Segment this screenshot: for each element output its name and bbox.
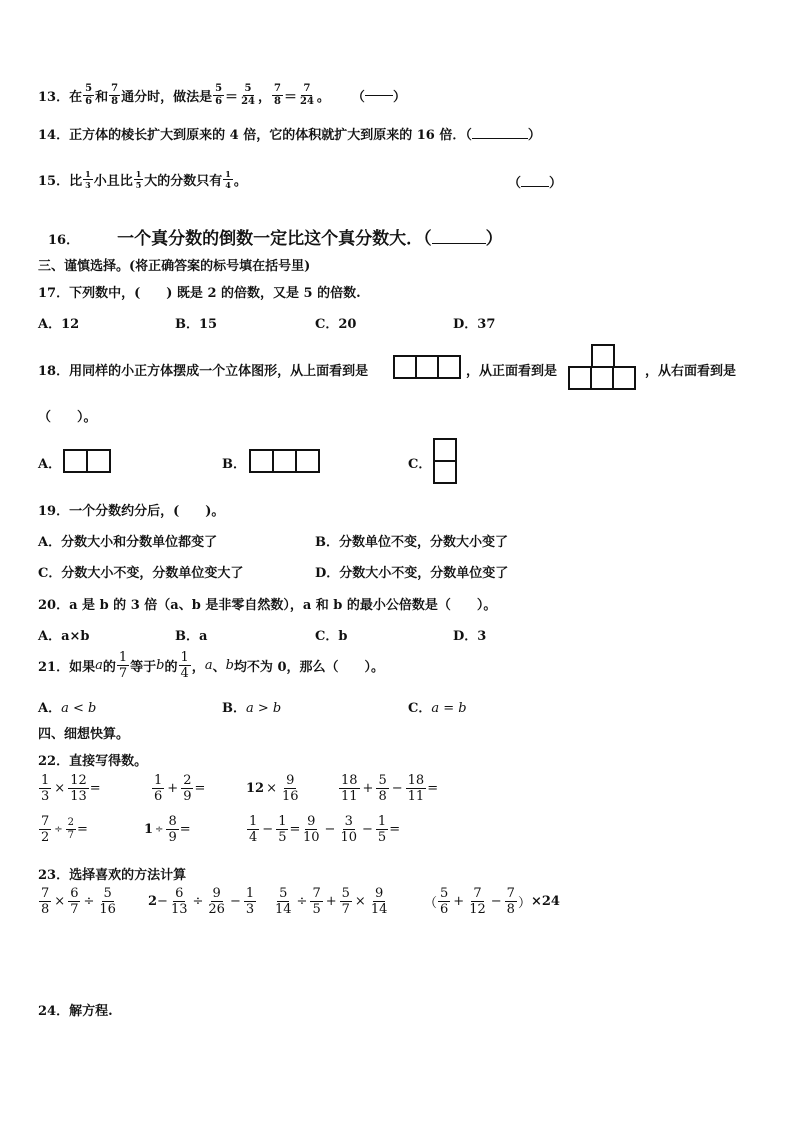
option-b[interactable]: B．a <box>175 629 208 644</box>
expression-22-6: 1 ÷ $\frac{8}{9}$ = <box>144 814 191 845</box>
option-a-figure <box>63 449 111 473</box>
expression-22-8: $\frac{9}{10}$ − $\frac{3}{10}$ − $\frac{1}{5}$ = <box>303 814 401 845</box>
expression-23-2: 2 − $\frac{6}{13}$ ÷ $\frac{9}{26}$ − $\frac{1}{3}$ <box>148 886 255 917</box>
question-17: 17．下列数中，( ) 既是 2 的倍数，又是 5 的倍数. <box>38 286 361 301</box>
option-d[interactable]: D．3 <box>453 629 487 644</box>
question-13: 13． 在 $\frac{5}{6}$ 和 $\frac{7}{8}$ 通分时，做法是 $\frac{5}{6}$ ＝ $\frac{5}{24}$ ， $\frac{7}{8}$ ＝ $\frac{7}{24}$ 。 （ ） <box>38 83 406 107</box>
question-21: 21．如果 a 的 $\frac{1}{7}$ 等于 b 的 $\frac{1}{4}$ ， a 、 b 均不为 0，那么（ ）。 <box>38 650 384 681</box>
option-b[interactable]: B．分数单位不变，分数大小变了 <box>315 535 508 550</box>
expression-23-4: （ $\frac{5}{6}$ + $\frac{7}{12}$ − $\frac{7}{8}$ ） ×24 <box>424 886 560 917</box>
expression-22-7: $\frac{1}{4}$ − $\frac{1}{5}$ = <box>249 814 301 845</box>
option-c[interactable]: C．a = b <box>408 701 467 716</box>
option-c[interactable]: C．b <box>315 629 348 644</box>
expression-22-1: $\frac{1}{3}$ × $\frac{12}{13}$ = <box>41 773 101 804</box>
option-c[interactable]: C． <box>408 457 432 472</box>
option-d[interactable]: D．分数大小不变，分数单位变了 <box>315 566 509 581</box>
option-b[interactable]: B．a > b <box>222 701 282 716</box>
question-18-text-2: ，从正面看到是 <box>466 364 558 379</box>
expression-22-5: $\frac{7}{2}$ ÷ $\frac{2}{7}$ = <box>41 814 88 845</box>
section-3-heading: 三、谨慎选择。(将正确答案的标号填在括号里) <box>38 259 311 274</box>
expression-22-3: 12 × $\frac{9}{16}$ <box>246 773 299 804</box>
expression-22-2: $\frac{1}{6}$ + $\frac{2}{9}$ = <box>154 773 206 804</box>
option-c[interactable]: C．20 <box>315 317 357 332</box>
expression-23-3: $\frac{5}{14}$ ÷ $\frac{7}{5}$ + $\frac{5}{7}$ × $\frac{9}{14}$ <box>275 886 388 917</box>
question-18-text-1: 18．用同样的小正方体摆成一个立体图形，从上面看到是 <box>38 364 369 379</box>
question-19: 19．一个分数约分后，( )。 <box>38 504 225 519</box>
question-18-text-3: ，从右面看到是 <box>645 364 737 379</box>
option-b[interactable]: B．15 <box>175 317 218 332</box>
expression-22-4: $\frac{18}{11}$ + $\frac{5}{8}$ − $\frac{18}{11}$ = <box>341 773 439 804</box>
answer-blank[interactable] <box>365 95 393 96</box>
question-16: 16． 一个真分数的倒数一定比这个真分数大．（ ） <box>48 229 503 249</box>
option-c-figure <box>433 438 457 484</box>
question-18-paren: （ ）。 <box>38 410 97 425</box>
option-a[interactable]: A．a×b <box>38 629 90 644</box>
option-a[interactable]: A．a < b <box>38 701 97 716</box>
answer-blank[interactable] <box>521 186 549 187</box>
question-15: 15． 比 $\frac{1}{3}$ 小且比 $\frac{1}{5}$ 大的分数只有 $\frac{1}{4}$ 。 <box>38 169 247 190</box>
question-24: 24．解方程. <box>38 1004 113 1019</box>
question-14: 14．正方体的棱长扩大到原来的 4 倍，它的体积就扩大到原来的 16 倍．（ ） <box>38 128 541 143</box>
option-c[interactable]: C．分数大小不变，分数单位变大了 <box>38 566 244 581</box>
answer-blank[interactable] <box>472 138 528 139</box>
expression-23-1: $\frac{7}{8}$ × $\frac{6}{7}$ ÷ $\frac{5}{16}$ <box>41 886 116 917</box>
section-4-heading: 四、细想快算。 <box>38 727 130 742</box>
question-23: 23．选择喜欢的方法计算 <box>38 868 187 883</box>
answer-blank[interactable] <box>432 243 486 244</box>
question-22: 22．直接写得数。 <box>38 754 148 769</box>
option-b-figure <box>249 449 320 473</box>
top-view-figure <box>393 355 461 379</box>
option-d[interactable]: D．37 <box>453 317 496 332</box>
front-view-figure <box>568 344 638 390</box>
option-a[interactable]: A．12 <box>38 317 80 332</box>
question-15-answer: （ ） <box>508 176 563 191</box>
option-a[interactable]: A．分数大小和分数单位都变了 <box>38 535 218 550</box>
question-20: 20．a 是 b 的 3 倍（a、b 是非零自然数），a 和 b 的最小公倍数是（ ）。 <box>38 598 497 613</box>
option-a[interactable]: A． <box>38 457 62 472</box>
option-b[interactable]: B． <box>222 457 246 472</box>
